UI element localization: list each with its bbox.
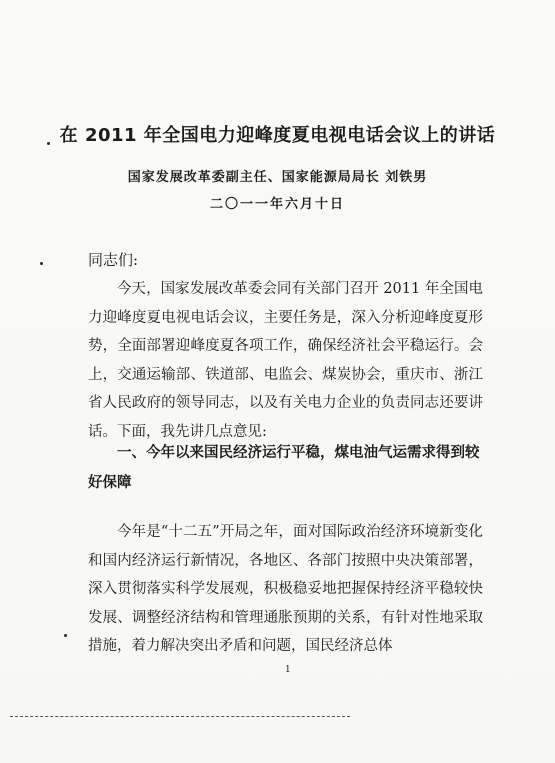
scan-edge-line [10, 716, 350, 717]
section-heading: 一、今年以来国民经济运行平稳，煤电油气运需求得到较好保障 [88, 445, 480, 491]
page-number: 1 [285, 665, 291, 675]
scan-speck [64, 634, 67, 637]
scan-speck [47, 142, 50, 145]
scan-speck [40, 262, 43, 265]
document-title: 在 2011 年全国电力迎峰度夏电视电话会议上的讲话 [59, 125, 496, 146]
body-paragraph: 今年是“十二五”开局之年，面对国际政治经济环境新变化和国内经济运行新情况，各地区、各部门按照中央决策部署，深入贯彻落实科学发展观，积极稳妥地把握保持经济平稳较快发展、调整经济结构和管理通胀预期的关系，有针对性地采取措施，着力解决突出矛盾和问题，国民经济总体 [88, 524, 483, 654]
opening-paragraph: 今天，国家发展改革委会同有关部门召开 2011 年全国电力迎峰度夏电视电话会议，主要任务是，深入分析迎峰度夏形势，全面部署迎峰度夏各项工作，确保经济社会平稳运行。会上，交通运输部、铁道部、电监会、煤炭协会，重庆市、浙江省人民政府的领导同志，以及有关电力企业的负责同志还要讲话。下面，我先讲几点意见: [88, 281, 483, 440]
speech-date: 二〇一一年六月十日 [209, 197, 345, 212]
salutation: 同志们: [88, 251, 139, 269]
speaker-byline: 国家发展改革委副主任、国家能源局局长 刘铁男 [127, 170, 428, 185]
